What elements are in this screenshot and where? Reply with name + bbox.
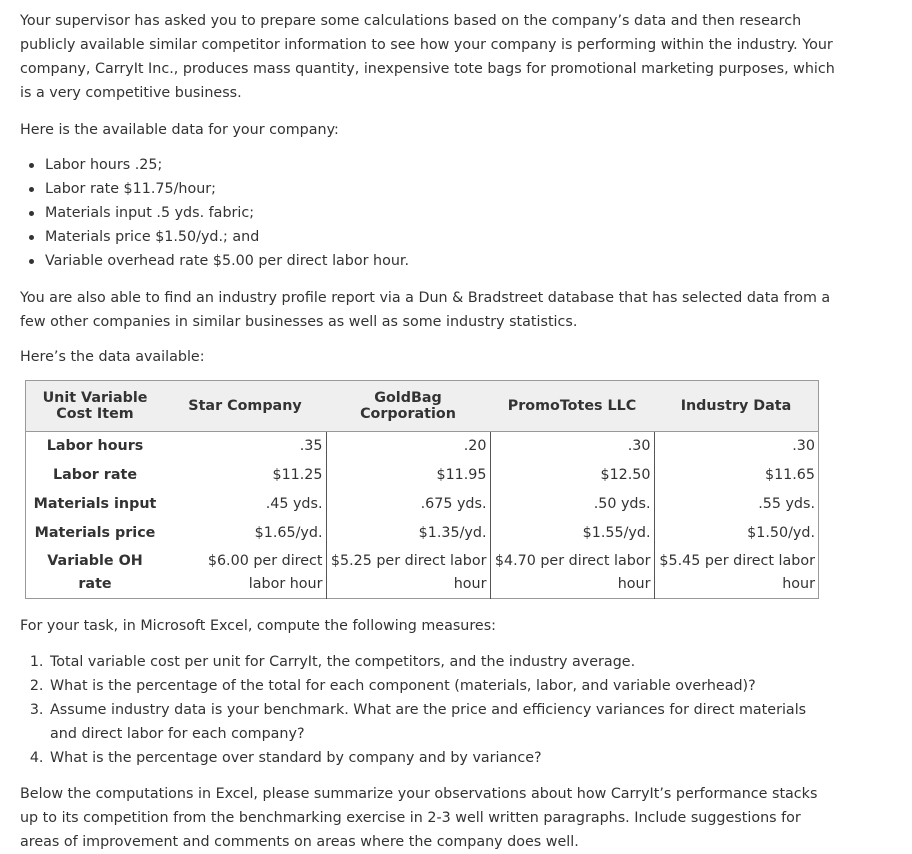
column-header: Industry Data [654, 381, 819, 432]
company-data-intro: Here is the available data for your company: [20, 122, 339, 138]
table-cell: .35 [164, 432, 326, 462]
list-item: 1. Total variable cost per unit for CarryIt, the competitors, and the industry average. [48, 650, 828, 674]
table-cell: $11.25 [164, 461, 326, 490]
row-label: Materials price [34, 525, 156, 541]
table-intro: Here’s the data available: [20, 349, 205, 365]
list-item: 4. What is the percentage over standard by company and by variance? [48, 746, 828, 770]
table-cell: .30 [490, 432, 654, 462]
company-data-list [20, 153, 409, 273]
list-item: Variable overhead rate $5.00 per direct labor hour. [45, 249, 409, 273]
table-cell: .30 [792, 438, 815, 454]
task-intro: For your task, in Microsoft Excel, compute the following measures: [20, 618, 496, 634]
table-cell: $5.25 per direct labor hour [326, 548, 490, 599]
table-cell: $1.50/yd. [747, 525, 815, 541]
table-cell: $1.35/yd. [326, 519, 490, 548]
table-cell: $11.65 [764, 467, 815, 483]
column-header: PromoTotes LLC [490, 381, 654, 432]
row-label: Labor hours [46, 438, 144, 454]
row-label: Materials input [33, 496, 157, 512]
column-header: Unit Variable Cost Item [26, 381, 165, 432]
table-header-row [26, 381, 819, 432]
list-item: Labor hours .25; [45, 153, 409, 177]
intro-paragraph: Your supervisor has asked you to prepare some calculations based on the company’s data and then research publicly available similar competitor information to see how your company is performing within the industry. Your company, CarryIt Inc., produces mass quantity, inexpensive tote bags for promotional marketing purposes, which is a very competitive business. [20, 13, 835, 101]
table-cell: .20 [326, 432, 490, 462]
industry-profile-paragraph: You are also able to find an industry profile report via a Dun & Bradstreet database that has selected data from a few other companies in similar businesses as well as some industry statistics. [20, 290, 831, 330]
table-row [26, 461, 819, 490]
column-header: Star Company [164, 381, 326, 432]
row-label: Variable OH rate [47, 553, 143, 592]
table-cell: .675 yds. [326, 490, 490, 519]
table-cell: $6.00 per direct labor hour [164, 548, 326, 599]
table-cell: $1.65/yd. [164, 519, 326, 548]
table-cell: $4.70 per direct labor hour [490, 548, 654, 599]
industry-data-table [25, 380, 819, 599]
list-item: 2. What is the percentage of the total for each component (materials, labor, and variable overhead)? [48, 674, 828, 698]
row-label: Labor rate [52, 467, 138, 483]
table-cell: $11.95 [326, 461, 490, 490]
table-cell: .55 yds. [758, 496, 815, 512]
table-cell: .50 yds. [490, 490, 654, 519]
table-cell: .45 yds. [164, 490, 326, 519]
table-cell: $12.50 [490, 461, 654, 490]
table-row [26, 548, 819, 599]
list-item: 3. Assume industry data is your benchmark. What are the price and efficiency variances for direct materials and direct labor for each company? [48, 698, 828, 746]
table-row [26, 432, 819, 462]
list-item: Materials price $1.50/yd.; and [45, 225, 409, 249]
list-item: Labor rate $11.75/hour; [45, 177, 409, 201]
list-item: Materials input .5 yds. fabric; [45, 201, 409, 225]
table-row [26, 519, 819, 548]
task-list [20, 650, 828, 770]
table-row [26, 490, 819, 519]
column-header: GoldBag Corporation [326, 381, 490, 432]
table-cell: $1.55/yd. [490, 519, 654, 548]
table-cell: $5.45 per direct labor hour [659, 553, 815, 592]
summary-paragraph: Below the computations in Excel, please summarize your observations about how CarryIt’s performance stacks up to its competition from the benchmarking exercise in 2-3 well written paragraphs. Include suggestions for areas of improvement and comments on areas where the company does well. [20, 786, 818, 850]
